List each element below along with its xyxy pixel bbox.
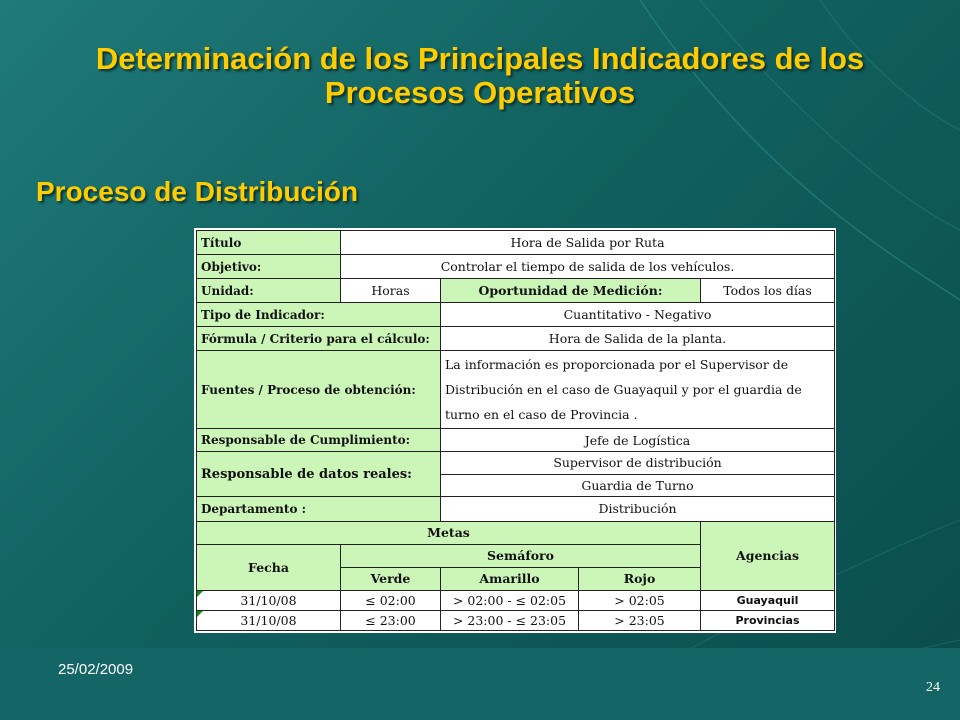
row-unidad (197, 279, 835, 303)
value-tipo: Cuantitativo - Negativo (441, 303, 835, 327)
value-resp-cumplimiento: Jefe de Logística (441, 429, 835, 452)
meta-agencia: Provincias (701, 610, 835, 630)
value-unidad: Horas (341, 279, 441, 303)
meta-amarillo: > 23:00 - ≤ 23:05 (441, 610, 579, 630)
rojo-header: Rojo (579, 567, 701, 590)
label-resp-datos: Responsable de datos reales: (197, 452, 441, 496)
slide-date: 25/02/2009 (58, 661, 134, 678)
value-formula: Hora de Salida de la planta. (441, 327, 835, 351)
indicator-table (196, 230, 835, 631)
indicator-table-container (194, 228, 836, 633)
value-titulo: Hora de Salida por Ruta (341, 231, 835, 255)
label-tipo: Tipo de Indicador: (197, 303, 441, 327)
amarillo-header: Amarillo (441, 567, 579, 590)
label-departamento: Departamento : (197, 496, 441, 521)
label-unidad: Unidad: (197, 279, 341, 303)
label-fuentes: Fuentes / Proceso de obtención: (197, 351, 441, 429)
row-tipo (197, 303, 835, 327)
semaforo-header: Semáforo (341, 544, 701, 567)
meta-rojo: > 23:05 (579, 610, 701, 630)
value-departamento: Distribución (441, 496, 835, 521)
meta-rojo: > 02:05 (579, 590, 701, 610)
value-resp-datos-2: Guardia de Turno (441, 474, 835, 496)
meta-agencia: Guayaquil (701, 590, 835, 610)
meta-fecha: 31/10/08 (197, 610, 341, 630)
table-row (197, 590, 835, 610)
label-formula: Fórmula / Criterio para el cálculo: (197, 327, 441, 351)
value-oportunidad: Todos los días (701, 279, 835, 303)
agencias-header: Agencias (701, 521, 835, 590)
footer-band (0, 648, 960, 720)
meta-verde: ≤ 02:00 (341, 590, 441, 610)
fecha-header: Fecha (197, 544, 341, 590)
metas-header: Metas (197, 521, 701, 544)
meta-fecha: 31/10/08 (197, 590, 341, 610)
label-objetivo: Objetivo: (197, 255, 341, 279)
label-resp-cumplimiento: Responsable de Cumplimiento: (197, 429, 441, 452)
label-titulo: Título (197, 231, 341, 255)
verde-header: Verde (341, 567, 441, 590)
value-objetivo: Controlar el tiempo de salida de los vehículos. (341, 255, 835, 279)
page-number: 24 (926, 680, 940, 695)
row-departamento (197, 496, 835, 521)
row-titulo (197, 231, 835, 255)
label-oportunidad: Oportunidad de Medición: (441, 279, 701, 303)
row-objetivo (197, 255, 835, 279)
meta-verde: ≤ 23:00 (341, 610, 441, 630)
row-resp-cumplimiento (197, 429, 835, 452)
table-row (197, 610, 835, 630)
row-metas-header (197, 521, 835, 544)
value-fuentes: La información es proporcionada por el Supervisor de Distribución en el caso de Guayaquil y por el guardia de turno en el caso de Provincia . (441, 351, 835, 429)
value-resp-datos-1: Supervisor de distribución (441, 452, 835, 474)
row-resp-datos-1 (197, 452, 835, 474)
row-formula (197, 327, 835, 351)
slide-subtitle: Proceso de Distribución (36, 176, 359, 207)
row-fuentes (197, 351, 835, 429)
slide-title: Determinación de los Principales Indicadores de los Procesos Operativos (95, 41, 865, 110)
meta-amarillo: > 02:00 - ≤ 02:05 (441, 590, 579, 610)
